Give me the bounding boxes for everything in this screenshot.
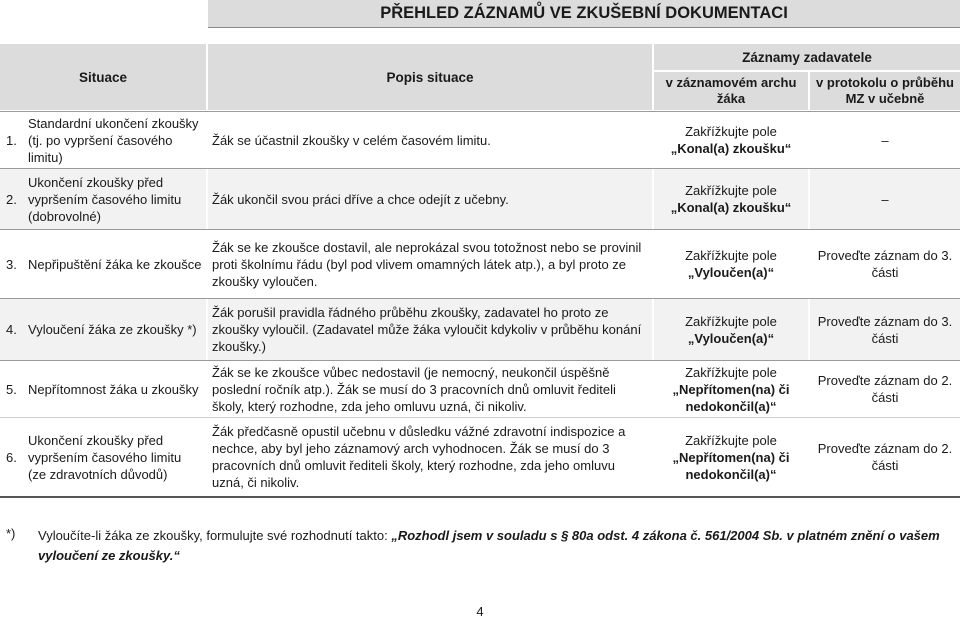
- archive-field: „Konal(a) zkoušku“: [670, 200, 792, 215]
- table-row: [0, 168, 960, 229]
- table-row: [0, 417, 960, 496]
- archive-field: „Nepřítomen(na) či nedokončil(a)“: [672, 449, 790, 482]
- situation-text: Vyloučení žáka ze zkoušky *): [28, 322, 197, 337]
- description-text: Žák se ke zkoušce dostavil, ale neprokázal svou totožnost nebo se provinil proti školnímu řádu (byl pod vlivem omamných látek atp.), a byl proto ze zkoušky vyloučen.: [212, 239, 642, 289]
- archive-instruction: Zakřížkujte pole: [685, 364, 777, 380]
- table-row: [0, 229, 960, 298]
- situation-text: Nepřítomnost žáka u zkoušky: [28, 381, 199, 397]
- protocol-text: Proveďte záznam do 2. části: [817, 441, 953, 473]
- archive-instruction: Zakřížkujte pole: [685, 432, 777, 448]
- situation-text: Ukončení zkoušky před vypršením časového limitu (dobrovolné): [28, 174, 182, 224]
- description-text: Žák porušil pravidla řádného průběhu zkoušky, zadavatel ho proto ze zkoušky vyloučil. (Zadavatel může žáka vyloučit kdykoliv v průběhu konání zkoušky.): [212, 305, 642, 354]
- page-number: 4: [476, 604, 484, 619]
- header-situace: Situace: [0, 44, 206, 110]
- protocol-text: –: [881, 132, 889, 148]
- protocol-text: Proveďte záznam do 3. části: [817, 248, 953, 280]
- footnote: [0, 496, 960, 563]
- situation-text: Nepřipuštění žáka ke zkoušce: [28, 256, 202, 272]
- row-number: 6.: [6, 449, 17, 465]
- header-zaznamy: Záznamy zadavatele: [654, 44, 960, 70]
- description-text: Žák předčasně opustil učebnu v důsledku vážné zdravotní indispozice a nechce, aby byl jeho záznamový arch vyhodnocen. Žák se musí do 3 pracovních dnů omluvit řediteli školy, který rozhodne, zda jeho omluvu uzná, či nikoliv.: [212, 424, 626, 490]
- archive-instruction: Zakřížkujte pole: [685, 183, 777, 198]
- row-number: 1.: [6, 132, 17, 148]
- document-title: PŘEHLED ZÁZNAMŮ VE ZKUŠEBNÍ DOKUMENTACI: [208, 0, 960, 28]
- protocol-text: Proveďte záznam do 2. části: [817, 373, 953, 405]
- header-popis: Popis situace: [208, 44, 652, 110]
- table-row: [0, 298, 960, 360]
- archive-field: „Vyloučen(a)“: [687, 265, 775, 280]
- archive-field: „Vyloučen(a)“: [687, 330, 775, 346]
- situation-text: Standardní ukončení zkoušky (tj. po vypršení časového limitu): [28, 115, 199, 165]
- footnote-text: [38, 526, 958, 566]
- table-row: [0, 111, 960, 168]
- header-archiv: v záznamovém archu žáka: [654, 72, 808, 110]
- archive-field: „Konal(a) zkoušku“: [670, 141, 792, 156]
- archive-instruction: Zakřížkujte pole: [685, 124, 777, 139]
- row-number: 4.: [6, 322, 17, 337]
- row-number: 2.: [6, 191, 17, 207]
- footnote-lead: Vyloučíte-li žáka ze zkoušky, formulujte své rozhodnutí takto:: [38, 528, 392, 543]
- row-number: 5.: [6, 381, 17, 397]
- description-text: Žák se účastnil zkoušky v celém časovém limitu.: [212, 132, 491, 148]
- row-number: 3.: [6, 256, 17, 272]
- archive-instruction: Zakřížkujte pole: [685, 313, 777, 329]
- archive-instruction: Zakřížkujte pole: [685, 248, 777, 263]
- description-text: Žák ukončil svou práci dříve a chce odejít z učebny.: [212, 191, 509, 207]
- footnote-mark: *): [6, 526, 16, 541]
- footnote-quote: „Rozhodl jsem v souladu s § 80a odst. 4 zákona č. 561/2004 Sb. v platném znění o vašem vyloučení ze zkoušky.“: [38, 528, 940, 563]
- header-protokol: v protokolu o průběhu MZ v učebně: [810, 72, 960, 110]
- description-text: Žák se ke zkoušce vůbec nedostavil (je nemocný, neukončil úspěšně poslední ročník atp.). Žák se musí do 3 pracovních dnů omluvit řediteli školy, který rozhodne, zda jeho omluvu uzná, či nikoliv.: [212, 364, 616, 414]
- protocol-text: –: [881, 191, 889, 207]
- archive-field: „Nepřítomen(na) či nedokončil(a)“: [672, 381, 790, 414]
- situation-text: Ukončení zkoušky před vypršením časového limitu (ze zdravotních důvodů): [28, 432, 182, 482]
- protocol-text: Proveďte záznam do 3. části: [817, 313, 953, 346]
- table-row: [0, 360, 960, 417]
